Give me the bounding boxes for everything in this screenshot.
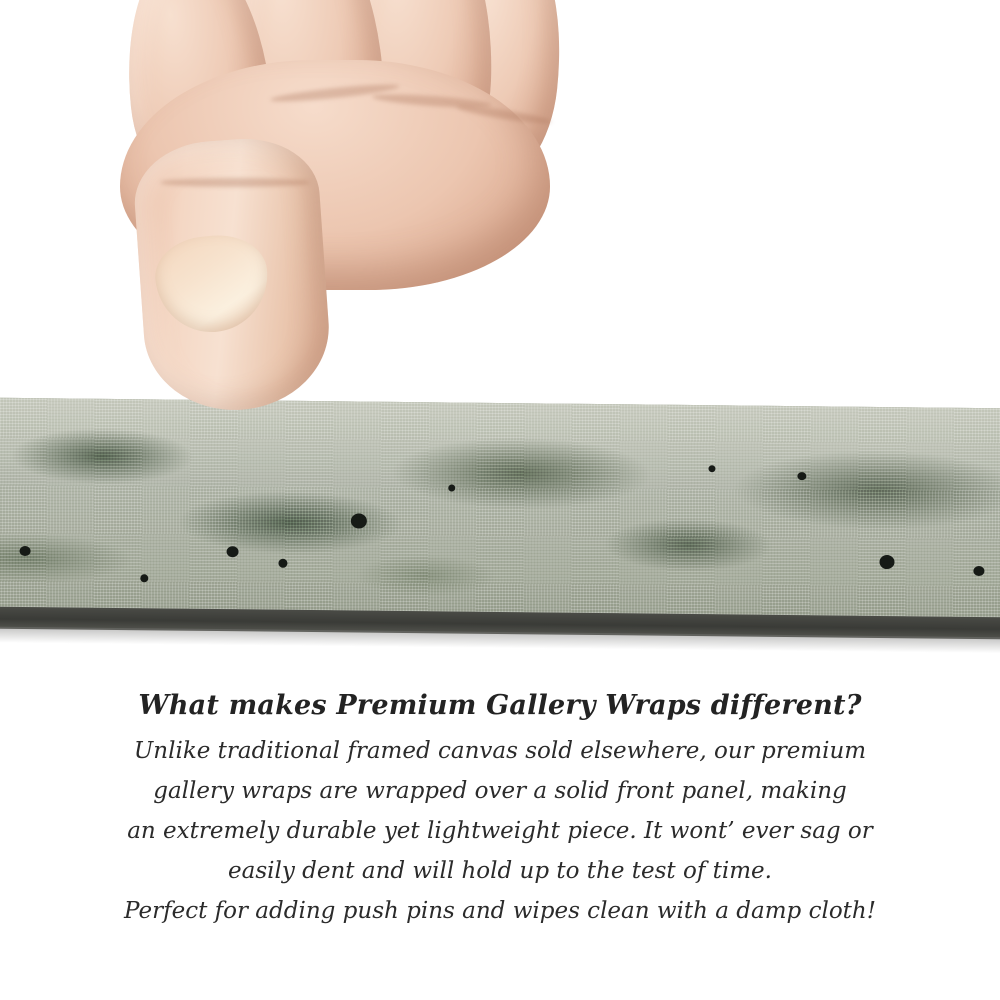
canvas-speck: [227, 546, 239, 557]
caption-line: an extremely durable yet lightweight piece. It wont’ ever sag or: [127, 818, 873, 844]
caption-line: easily dent and will hold up to the test of time.: [228, 858, 772, 884]
canvas-weave-texture: [0, 398, 1000, 627]
canvas-speck: [351, 513, 367, 528]
caption-block: [0, 690, 1000, 931]
hand-illustration: [120, 0, 550, 430]
caption-line: Unlike traditional framed canvas sold elsewhere, our premium: [133, 738, 867, 764]
canvas-speck: [973, 566, 984, 576]
caption-heading: What makes Premium Gallery Wraps different?: [138, 690, 862, 721]
caption-line: gallery wraps are wrapped over a solid front panel, making: [153, 778, 847, 804]
canvas-speck: [278, 559, 287, 568]
canvas-speck: [20, 546, 31, 556]
canvas-wrap-edge: [0, 398, 1000, 627]
canvas-speck: [448, 484, 455, 491]
canvas-speck: [708, 465, 715, 472]
caption-line: Perfect for adding push pins and wipes clean with a damp cloth!: [124, 898, 876, 924]
canvas-speck: [797, 472, 806, 480]
skin-crease: [160, 178, 310, 187]
canvas-speck: [140, 574, 148, 582]
canvas-speck: [879, 555, 894, 569]
